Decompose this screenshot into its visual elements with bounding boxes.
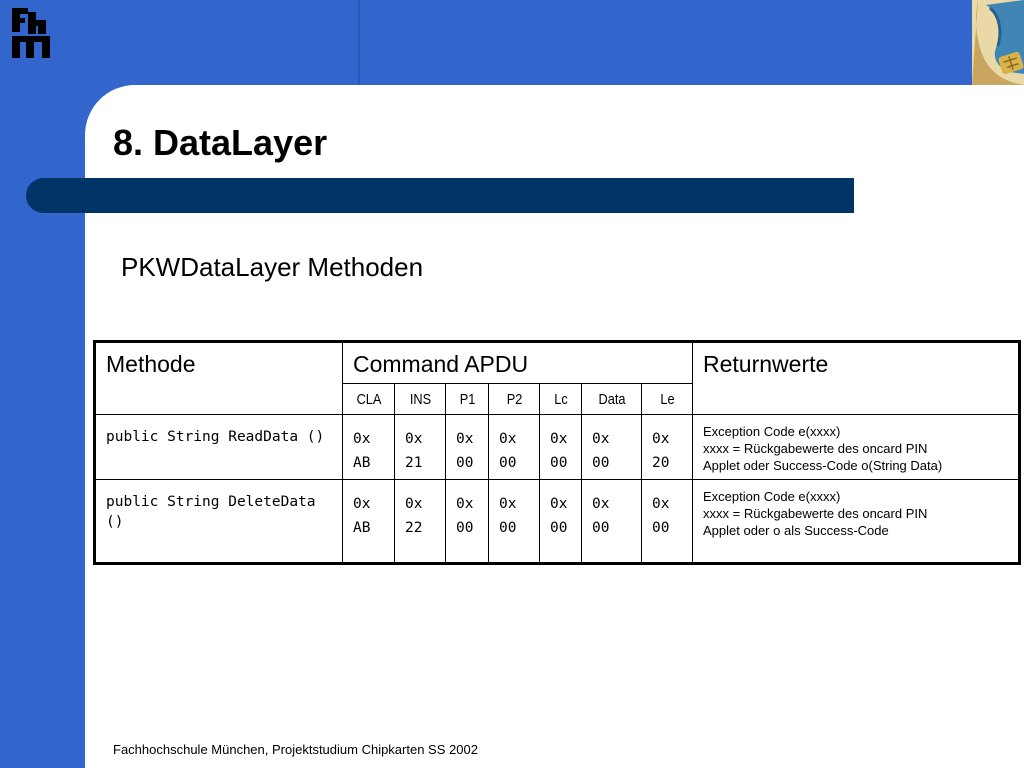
header-cla: CLA [346, 384, 390, 415]
slide-subtitle: PKWDataLayer Methoden [121, 252, 424, 282]
apdu-cell-cla: 0x AB [343, 480, 395, 564]
apdu-cell-p2: 0x 00 [489, 480, 540, 564]
apdu-cell-le: 0x 00 [642, 480, 693, 564]
chipcard-photo-icon [972, 0, 1024, 85]
apdu-cell-data: 0x 00 [582, 415, 642, 480]
apdu-cell-p1: 0x 00 [446, 415, 489, 480]
apdu-cell-lc: 0x 00 [540, 415, 582, 480]
footer-text: Fachhochschule München, Projektstudium Chipkarten SS 2002 [113, 742, 478, 757]
method-cell: public String ReadData () [95, 415, 343, 480]
header-command-apdu: Command APDU [343, 342, 693, 384]
apdu-cell-lc: 0x 00 [540, 480, 582, 564]
header-data: Data [586, 384, 637, 415]
returnwerte-cell: Exception Code e(xxxx) xxxx = Rückgabewerte des oncard PIN Applet oder o als Success-Code [693, 480, 1020, 564]
header-p1: P1 [449, 384, 486, 415]
header-lc: Lc [543, 384, 579, 415]
apdu-cell-p1: 0x 00 [446, 480, 489, 564]
fhm-logo-icon [8, 6, 54, 60]
apdu-cell-le: 0x 20 [642, 415, 693, 480]
header-ins: INS [398, 384, 441, 415]
apdu-cell-ins: 0x 21 [395, 415, 446, 480]
page-title: 8. DataLayer [113, 122, 328, 163]
header-divider [358, 0, 360, 85]
returnwerte-cell: Exception Code e(xxxx) xxxx = Rückgabewerte des oncard PIN Applet oder Success-Code o(String Data) [693, 415, 1020, 480]
apdu-cell-data: 0x 00 [582, 480, 642, 564]
apdu-cell-cla: 0x AB [343, 415, 395, 480]
header-method: Methode [95, 342, 343, 415]
apdu-table [93, 340, 1021, 565]
header-p2: P2 [492, 384, 535, 415]
apdu-cell-p2: 0x 00 [489, 415, 540, 480]
method-cell: public String DeleteData () [95, 480, 343, 564]
header-returnwerte: Returnwerte [693, 342, 1020, 415]
header-le: Le [645, 384, 688, 415]
table-row [95, 415, 1020, 480]
title-underline-bar [26, 178, 854, 213]
apdu-cell-ins: 0x 22 [395, 480, 446, 564]
table-row [95, 480, 1020, 564]
